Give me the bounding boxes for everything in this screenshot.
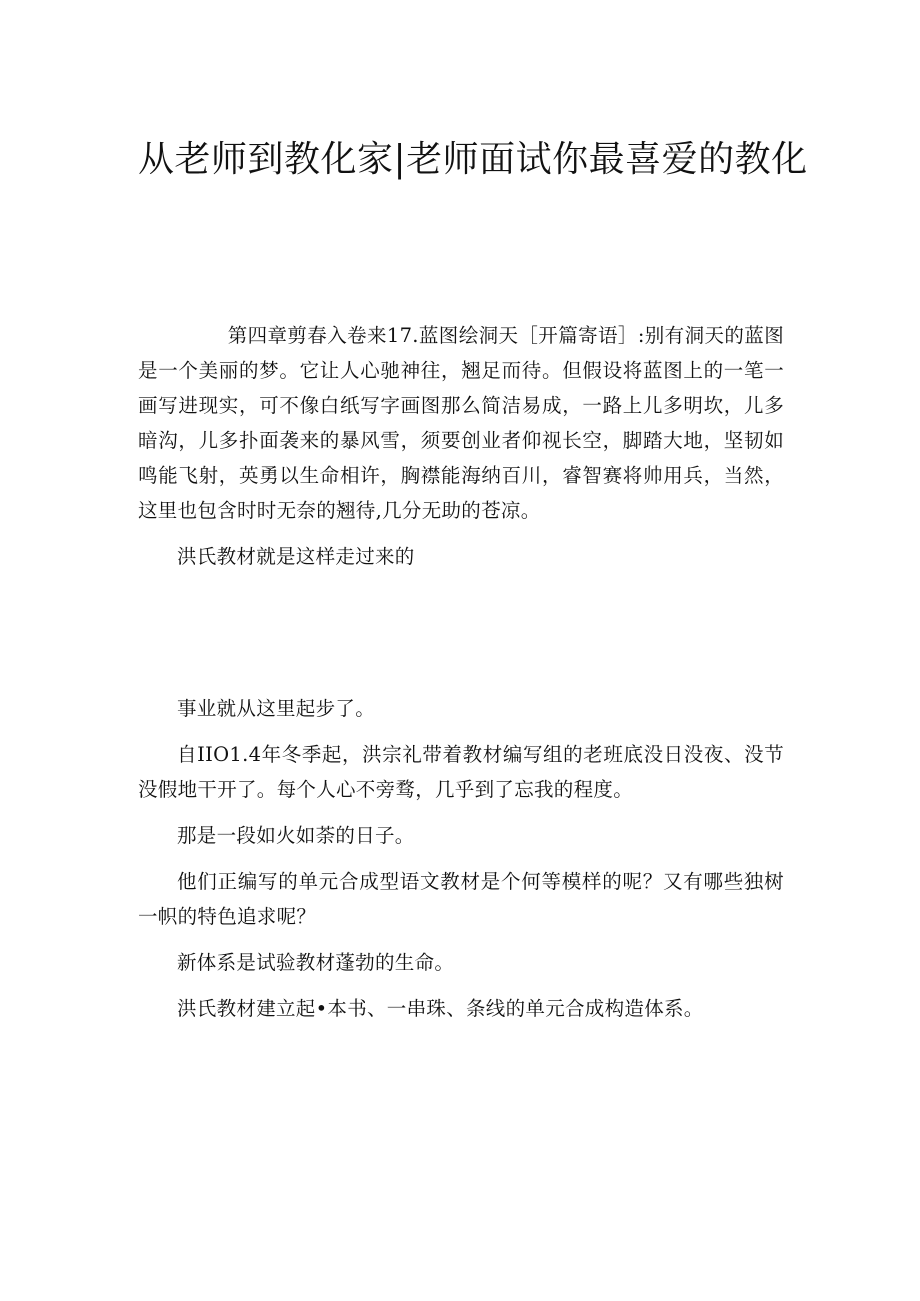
paragraph-3: 事业就从这里起步了。 bbox=[177, 697, 376, 720]
paragraph-intro: 第四章剪春入卷来17.蓝图绘洞天［开篇寄语］:别有洞天的蓝图是一个美丽的梦。它让人心驰神往，翘足而待。但假设将蓝图上的一笔一画写进现实，可不像白纸写字画图那么简洁易成，一路上儿多明坎，儿多暗沟，儿多扑面袭来的暴风雪，须要创业者仰视长空，脚踏大地，坚韧如鸣能飞射，英勇以生命相许，胸襟能海纳百川，睿智赛将帅用兵，当然，这里也包含时时无奈的翘待,几分无助的苍凉。 bbox=[138, 324, 784, 522]
paragraph-6: 他们正编写的单元合成型语文教材是个何等模样的呢？又有哪些独树一帜的特色追求呢？ bbox=[138, 870, 784, 928]
paragraph-4: 自IIO1.4年冬季起，洪宗礼带着教材编写组的老班底没日没夜、没节没假地干开了。每个人心不旁骛，几乎到了忘我的程度。 bbox=[138, 743, 784, 801]
document-body bbox=[138, 318, 784, 1037]
blank-gap bbox=[138, 585, 784, 691]
paragraph-5: 那是一段如火如荼的日子。 bbox=[177, 824, 415, 847]
document-title: 从老师到教化家|老师面试你最喜爱的教化 bbox=[138, 139, 808, 180]
paragraph-2: 洪氏教材就是这样走过来的 bbox=[177, 545, 415, 568]
paragraph-8: 洪氏教材建立起•本书、一串珠、条线的单元合成构造体系。 bbox=[177, 997, 704, 1020]
paragraph-7: 新体系是试验教材蓬勃的生命。 bbox=[177, 951, 455, 974]
